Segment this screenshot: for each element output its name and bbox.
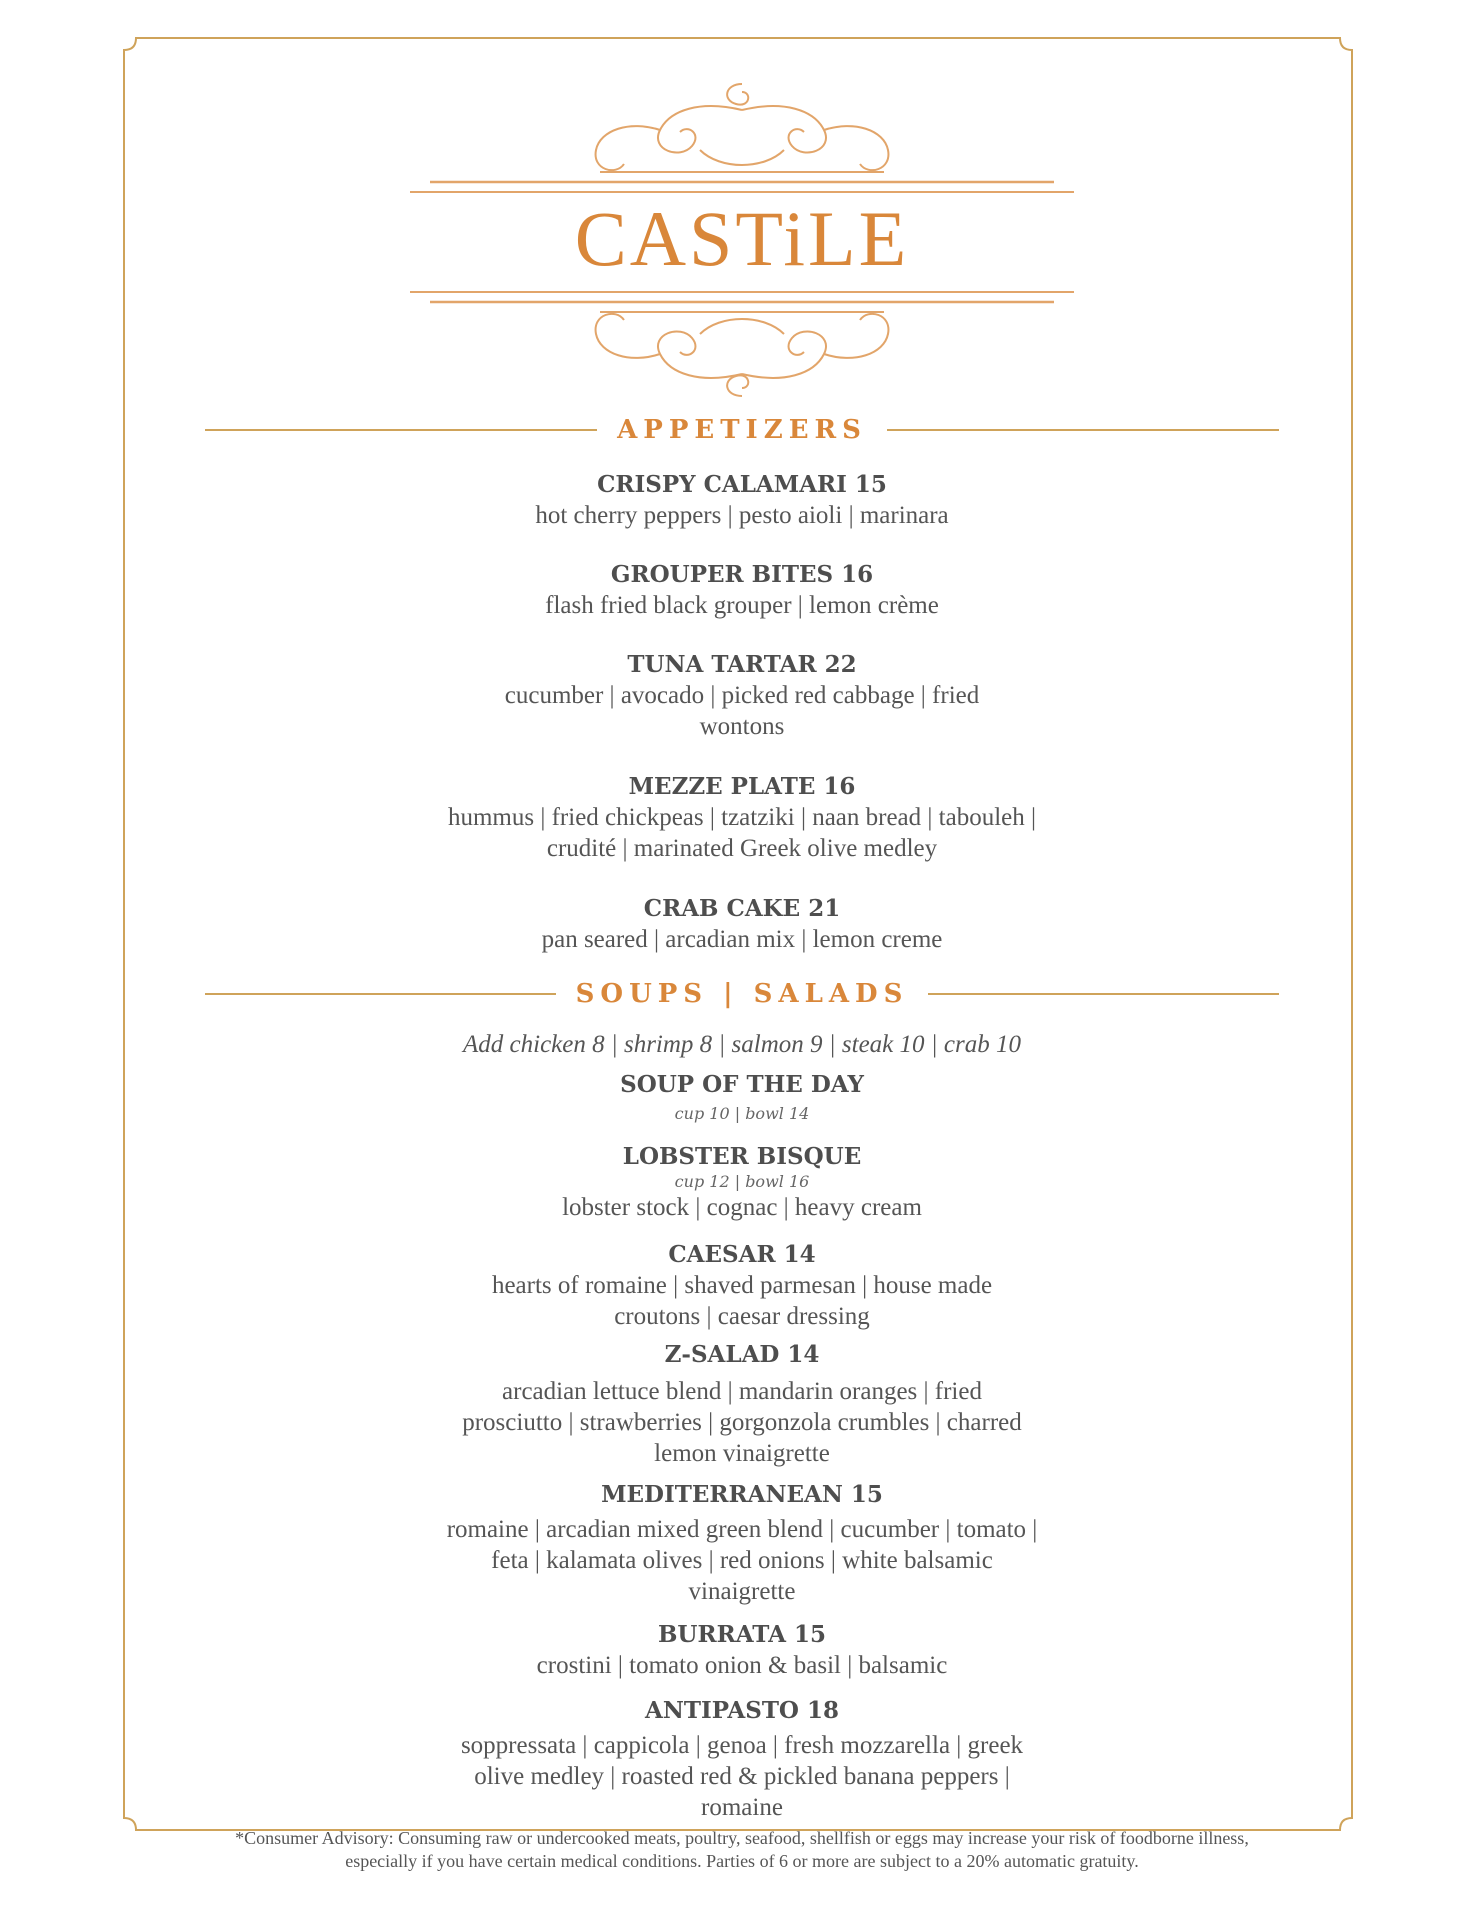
advisory-line-1: *Consumer Advisory: Consuming raw or undercooked meats, poultry, seafood, shellfish or eggs may increase your risk of foodborne illness, xyxy=(235,1828,1249,1848)
item-description: lobster stock | cognac | heavy cream xyxy=(562,1194,922,1221)
item-name: SOUP OF THE DAY xyxy=(620,1071,864,1098)
menu-item xyxy=(205,1480,1279,1607)
menu-item xyxy=(205,1070,1279,1124)
menu-item xyxy=(205,650,1279,742)
item-name: MEDITERRANEAN 15 xyxy=(601,1481,883,1508)
item-description: pan seared | arcadian mix | lemon creme xyxy=(541,926,943,953)
item-name: ANTIPASTO 18 xyxy=(645,1697,839,1724)
item-name: GROUPER BITES 16 xyxy=(610,561,874,588)
item-name: MEZZE PLATE 16 xyxy=(628,773,856,800)
item-name: CRISPY CALAMARI 15 xyxy=(597,471,887,498)
item-description: arcadian lettuce blend | mandarin oranges | fried prosciutto | strawberries | gorgonzola crumbles | charred lemon vinaigrette xyxy=(462,1378,1022,1467)
appetizers-section-header xyxy=(205,413,1279,447)
item-price-note: cup 10 | bowl 14 xyxy=(674,1104,810,1123)
section-title: SOUPS | SALADS xyxy=(575,979,909,1009)
menu-item xyxy=(205,1142,1279,1223)
item-description: hearts of romaine | shaved parmesan | house made croutons | caesar dressing xyxy=(491,1272,993,1330)
salad-addons: Add chicken 8 | shrimp 8 | salmon 9 | steak 10 | crab 10 xyxy=(463,1031,1021,1058)
item-name: CRAB CAKE 21 xyxy=(643,895,841,922)
item-description: hot cherry peppers | pesto aioli | marinara xyxy=(535,502,949,529)
divider-line xyxy=(205,429,597,431)
item-description: soppressata | cappicola | genoa | fresh mozzarella | greek olive medley | roasted red & pickled banana peppers | romaine xyxy=(460,1732,1024,1821)
menu-item xyxy=(205,1696,1279,1823)
divider-line xyxy=(928,993,1279,995)
menu-item xyxy=(205,772,1279,864)
logo-wordmark: CASTiLE xyxy=(574,195,910,282)
section-title: APPETIZERS xyxy=(617,415,867,445)
menu-item xyxy=(205,1340,1279,1469)
item-description: cucumber | avocado | picked red cabbage | fried wontons xyxy=(504,682,980,740)
item-name: CAESAR 14 xyxy=(668,1241,816,1268)
divider-line xyxy=(205,993,556,995)
item-price-note: cup 12 | bowl 16 xyxy=(674,1172,810,1191)
item-name: Z-SALAD 14 xyxy=(664,1341,820,1368)
item-name: TUNA TARTAR 22 xyxy=(627,651,857,678)
divider-line xyxy=(887,429,1279,431)
item-name: BURRATA 15 xyxy=(657,1621,827,1648)
menu-item xyxy=(205,1620,1279,1681)
item-description: hummus | fried chickpeas | tzatziki | naan bread | tabouleh | crudité | marinated Greek olive medley xyxy=(447,804,1036,862)
item-description: crostini | tomato onion & basil | balsamic xyxy=(536,1652,948,1679)
soups-salads-section-header xyxy=(205,977,1279,1011)
item-name: LOBSTER BISQUE xyxy=(622,1143,862,1170)
item-description: romaine | arcadian mixed green blend | cucumber | tomato | feta | kalamata olives | red onions | white balsamic vinaigrette xyxy=(446,1516,1038,1605)
menu-item xyxy=(205,470,1279,531)
advisory-line-2: especially if you have certain medical conditions. Parties of 6 or more are subject to a 20% automatic gratuity. xyxy=(345,1851,1139,1871)
menu-item xyxy=(205,1240,1279,1332)
menu-item xyxy=(205,894,1279,955)
menu-item xyxy=(205,560,1279,621)
consumer-advisory xyxy=(150,1827,1334,1873)
item-description: flash fried black grouper | lemon crème xyxy=(545,592,939,619)
